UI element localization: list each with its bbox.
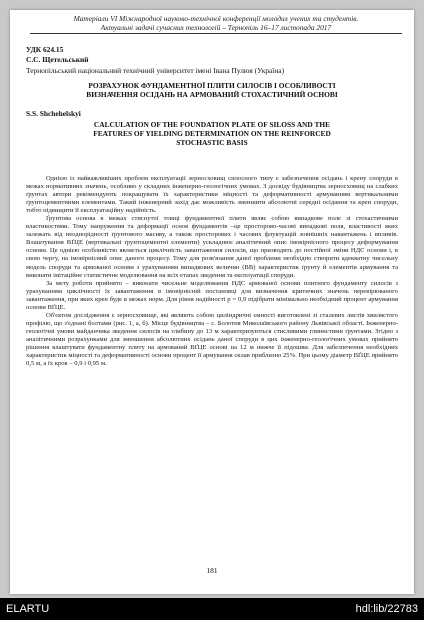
page-number: 181: [206, 566, 218, 575]
paragraph: За мету роботи прийнято – виконати чисельне моделювання НДС армованої основи плитного фундаменту силосів з урахуванням циклічності їх завантаження в імовірнісній постановці для визначення критичних значень перевірюваного завантаження, при яких крен буде в межах норм. Для рівня надійності р = 0,9 підібрати мінімально необхідний процент армування основи ВҐЦЕ.: [26, 279, 398, 311]
title-en-line: FEATURES OF YIELDING DETERMINATION ON THE REINFORCED: [93, 129, 331, 138]
title-en-line: CALCULATION OF THE FOUNDATION PLATE OF SILOSS AND THE: [93, 120, 331, 129]
document-page: [10, 10, 414, 594]
udc-code: УДК 624.15: [26, 45, 64, 54]
paragraph: Об'єктом дослідження є зерносховище, які являють собою циліндричні ємності виготовлені зі сталевих листів хвилястого профілю, що з'єднані болтами (рис. 1, а, б). Місце будівництва – с. Болотня Миколаївського району Львівської області. Інженерно-геологічні умови майданчика зведення силосів на глибину до 13 м характеризуються стисливими глинистими ґрунтами. Згідно з аналітичними розрахунками для зменшення абсолютних осідань даної споруди в цих інженерно-геологічних умовах прийнято рішення влаштувати фундаментну плиту на армований ВҐЦЕ основі на 12 м нижче її підошви. Для забезпечення необхідних характеристик міцності та деформативності основи процент її армування склав приблизно 25%. При цьому діаметр ВҐЦЕ прийнято 0,5 м, а їх крок – 0,9 і 0,95 м.: [26, 311, 398, 368]
title-ua-line: РОЗРАХУНОК ФУНДАМЕНТНОЇ ПЛИТИ СИЛОСІВ І ОСОБЛИВОСТІ: [88, 81, 336, 90]
handle-id[interactable]: hdl:lib/22783: [355, 603, 418, 615]
title-en-line: STOCHASTIC BASIS: [176, 138, 248, 147]
title-en: [26, 120, 398, 147]
conference-header: [30, 14, 402, 34]
article-body: [26, 175, 398, 368]
paragraph: Ґрунтова основа в межах стиснутої товщі фундаментної плити являє собою випадкове поле зі стохастичними властивостями. Тому напруження та деформації основ фундаментів –це просторово-часові випадкові поля, властивості яких залежать від неоднорідності ґрунтового масиву, а також просторових і часових флуктуацій зовнішніх навантажень і впливів. Влаштування ВҐЦЕ (вертикальні ґрунтоцементні елементи) ускладнює аналітичний опис імовірнісного процесу деформування основи. Це однією особливістю являється циклічність завантаження силосів, що призводить до постійної зміни НДС основи і, в свою чергу, на імовірнісний опис даного процесу. Тому для розв'язання даної проблеми необхідно створити адекватну чисельну модель споруди та армованої основи з урахуванням випадкових величин (ВВ) характеристик ґрунту й елементів армування та виконати імітаційне статистичне моделювання на всіх етапах зведення та експлуатації споруди.: [26, 215, 398, 279]
header-line-2: Актуальні задачі сучасних технологій – Тернопіль 16–17 листопада 2017: [30, 23, 402, 34]
author-en: S.S. Shchehelskyi: [26, 109, 81, 118]
affiliation-ua: Тернопільський національний технічний університет імені Івана Пулюя (Україна): [26, 66, 285, 75]
repository-name[interactable]: ELARTU: [6, 603, 50, 615]
title-ua-line: ВИЗНАЧЕННЯ ОСІДАНЬ НА АРМОВАНИЙ СТОХАСТИЧНИЙ ОСНОВІ: [86, 90, 338, 99]
repository-footer: [0, 598, 424, 620]
title-ua: [26, 81, 398, 99]
header-line-1: Матеріали VI Міжнародної науково-технічної конференції молодих учених та студентів.: [73, 14, 359, 23]
author-ua: С.С. Щетельський: [26, 55, 89, 64]
paragraph: Однією із найважливіших проблем експлуатації зерносховищ силосного типу є забезпечення осідань і крену споруди в межах нормативних значень, особливо у складних інженерно-геологічних умовах. З досвіду будівництва зерносховищ на слабких ґрунтах автори рекомендують покращувати їх характеристики міцності та деформативності армуванням вертикальними ґрунтоцементними елементами. Такий інженерний захід дає можливість зменшити абсолютні середні осідання та крен споруди, тобто підвищити її експлуатаційну надійність.: [26, 175, 398, 215]
